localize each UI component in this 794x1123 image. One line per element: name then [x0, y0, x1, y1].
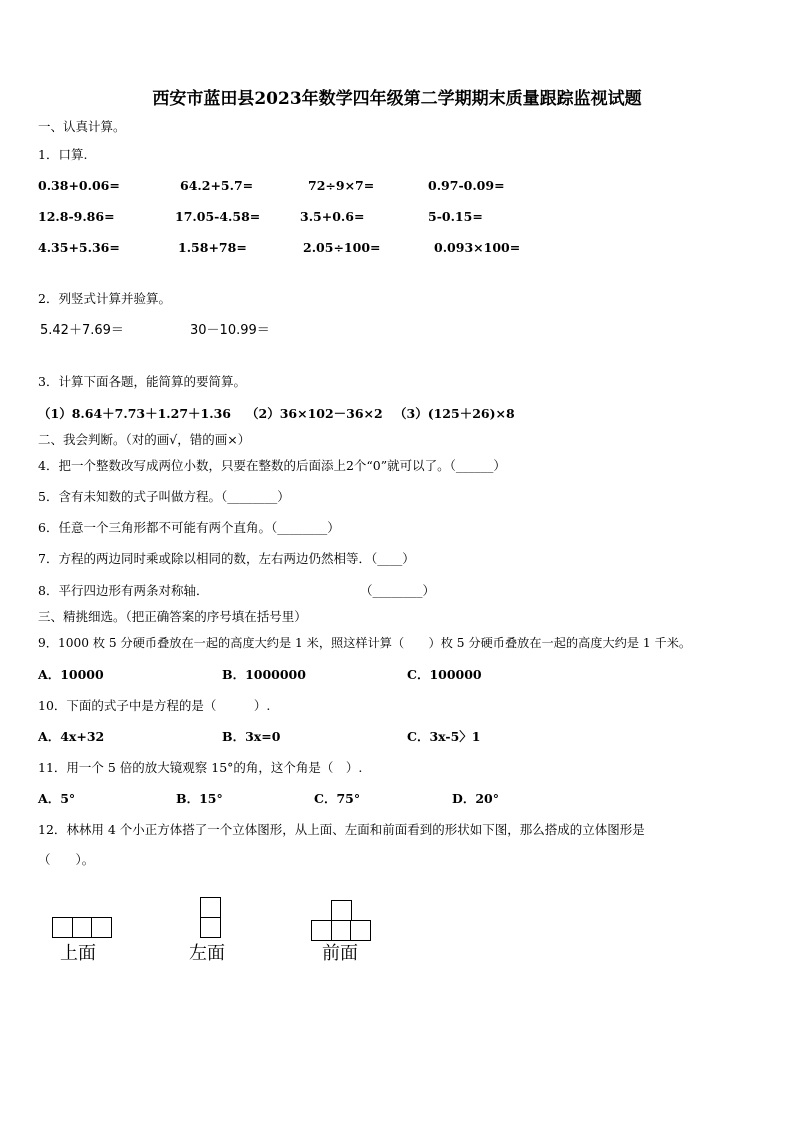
calc-item: 64.2+5.7= [180, 178, 254, 193]
front-view-caption: 前面 [322, 943, 358, 964]
calc-item: 12.8-9.86= [38, 209, 115, 224]
calc-item: 0.38+0.06= [38, 178, 120, 193]
q11-option-b: B．15° [176, 791, 223, 806]
question-2-label: 2．列竖式计算并验算。 [38, 291, 171, 306]
section-heading-3: 三、精挑细选。（把正确答案的序号填在括号里） [38, 609, 307, 624]
square [311, 920, 332, 941]
square [331, 900, 352, 921]
judge-item-8: 8．平行四边形有两条对称轴． [38, 583, 209, 598]
vertical-calc-item: 30－10.99＝ [190, 323, 270, 338]
calc-item: 5-0.15= [428, 209, 483, 224]
left-view-caption: 左面 [189, 943, 225, 964]
calc-item: 0.093×100= [434, 240, 521, 255]
calc-item: 1.58+78= [178, 240, 247, 255]
calc-item: 4.35+5.36= [38, 240, 120, 255]
q9-option-c: C．100000 [407, 667, 482, 682]
square [52, 917, 73, 938]
simplify-item: （3）(125＋26)×8 [394, 406, 515, 421]
question-1-label: 1．口算. [38, 147, 88, 162]
q9-option-a: A．10000 [38, 667, 104, 682]
question-10-stem: 10．下面的式子中是方程的是（ ）. [38, 698, 271, 713]
calc-item: 3.5+0.6= [300, 209, 365, 224]
square [350, 920, 371, 941]
judge-item-8-blank: （________） [360, 583, 436, 598]
top-view-caption: 上面 [60, 943, 96, 964]
page-title: 西安市蓝田县2023年数学四年级第二学期期末质量跟踪监视试题 [152, 89, 642, 109]
square [200, 897, 221, 918]
square [200, 917, 221, 938]
calc-item: 2.05÷100= [303, 240, 381, 255]
q10-option-a: A．4x+32 [38, 729, 105, 744]
section-heading-2: 二、我会判断。（对的画√，错的画×） [38, 432, 251, 447]
q11-option-c: C．75° [314, 791, 361, 806]
q10-option-b: B．3x=0 [222, 729, 281, 744]
calc-item: 0.97-0.09= [428, 178, 505, 193]
question-11-stem: 11．用一个 5 倍的放大镜观察 15°的角，这个角是（ ）. [38, 760, 363, 775]
question-9-stem: 9．1000 枚 5 分硬币叠放在一起的高度大约是 1 米，照这样计算（ ）枚 5 分硬币叠放在一起的高度大约是 1 千米。 [38, 636, 692, 650]
vertical-calc-item: 5.42＋7.69＝ [40, 323, 124, 338]
square [91, 917, 112, 938]
square [72, 917, 93, 938]
calc-item: 17.05-4.58= [175, 209, 261, 224]
q9-option-b: B．1000000 [222, 667, 306, 682]
simplify-item: （1）8.64＋7.73＋1.27＋1.36 [38, 406, 231, 421]
calc-item: 72÷9×7= [308, 178, 375, 193]
q10-option-c: C．3x-5〉1 [407, 729, 481, 744]
judge-item-7: 7．方程的两边同时乘或除以相同的数，左右两边仍然相等．（____） [38, 551, 415, 566]
q11-option-d: D．20° [452, 791, 499, 806]
question-3-label: 3．计算下面各题，能简算的要简算。 [38, 374, 246, 389]
judge-item-6: 6．任意一个三角形都不可能有两个直角。（________） [38, 520, 340, 535]
simplify-item: （2）36×102－36×2 [246, 406, 383, 421]
judge-item-4: 4．把一个整数改写成两位小数，只要在整数的后面添上2个“0”就可以了。（______） [38, 458, 506, 473]
q11-option-a: A．5° [38, 791, 76, 806]
question-12-stem: 12．林林用 4 个小正方体搭了一个立体图形，从上面、左面和前面看到的形状如下图，那么搭成的立体图形是 [38, 822, 645, 837]
section-heading-1: 一、认真计算。 [38, 119, 126, 134]
square [331, 920, 352, 941]
question-12-blank: （ ）。 [38, 852, 95, 867]
judge-item-5: 5．含有未知数的式子叫做方程。（________） [38, 489, 290, 504]
